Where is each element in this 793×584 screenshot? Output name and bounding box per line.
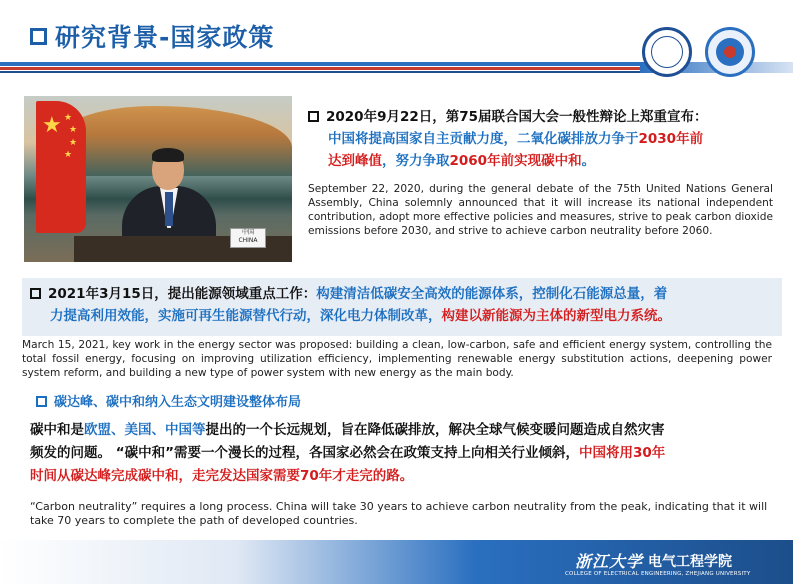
school-name-english: COLLEGE OF ELECTRICAL ENGINEERING, ZHEJIANG UNIVERSITY <box>565 571 751 577</box>
section3-heading: 碳达峰、碳中和纳入生态文明建设整体布局 <box>36 392 301 414</box>
square-bullet-icon <box>36 396 47 407</box>
section3-english: “Carbon neutrality” requires a long process. China will take 30 years to achieve carbon neutrality from the peak, indicating that it will take 70 years to complete the path of developed countries. <box>30 500 768 527</box>
zju-logo-icon <box>642 27 692 77</box>
square-bullet-icon <box>30 288 41 299</box>
square-bullet-icon <box>30 28 47 45</box>
china-flag-icon: ★ ★ ★ ★ ★ <box>36 101 86 233</box>
page-title <box>30 18 274 54</box>
school-name: 电气工程学院 <box>648 554 732 570</box>
footer-banner <box>0 540 793 584</box>
header-stripe-red <box>0 67 640 70</box>
college-logo-icon <box>705 27 755 77</box>
university-name: 浙江大学 <box>575 552 644 571</box>
header-stripe-dark <box>0 71 640 73</box>
section3-paragraph: 碳中和是欧盟、美国、中国等提出的一个长远规划，旨在降低碳排放，解决全球气候变暖问题造成自然灾害 频发的问题。 “碳中和”需要一个漫长的过程，各国家必然会在政策支持上向相关行业倾斜，中国将用30年 时间从碳达峰完成碳中和，走完发达国家需要70年才走完的路。 <box>30 422 666 484</box>
section2-english: March 15, 2021, key work in the energy sector was proposed: building a clean, low-carbon, safe and efficient energy system, controlling the total fossil energy, focusing on improving utilization efficiency, implementing renewable energy substitution actions, deepening power system reform, and building a new type of power system with new energy as the main body. <box>22 339 772 379</box>
section1-chinese: 2020年9月22日，第75届联合国大会一般性辩论上郑重宣布： 中国将提高国家自主贡献力度，二氧化碳排放力争于2030年前 达到峰值，努力争取2060年前实现碳中和。 <box>308 106 773 172</box>
page-title-text: 研究背景-国家政策 <box>55 23 275 52</box>
section1-english: September 22, 2020, during the general debate of the 75th United Nations General Assembly, China solemnly announced that it will increase its national independent contribution, adopt more effective policies and measures, strive to peak carbon dioxide emissions before 2030, and strive to achieve carbon neutrality before 2060. <box>308 183 773 237</box>
speech-photo <box>24 96 292 262</box>
square-bullet-icon <box>308 111 319 122</box>
nameplate: 中国 CHINA <box>230 228 266 248</box>
section2-chinese: 2021年3月15日，提出能源领域重点工作：构建清洁低碳安全高效的能源体系，控制化石能源总量，着 力提高利用效能，实施可再生能源替代行动，深化电力体制改革，构建以新能源为主体的新型电力系统。 <box>30 283 778 327</box>
header-stripe-blue <box>0 62 640 66</box>
